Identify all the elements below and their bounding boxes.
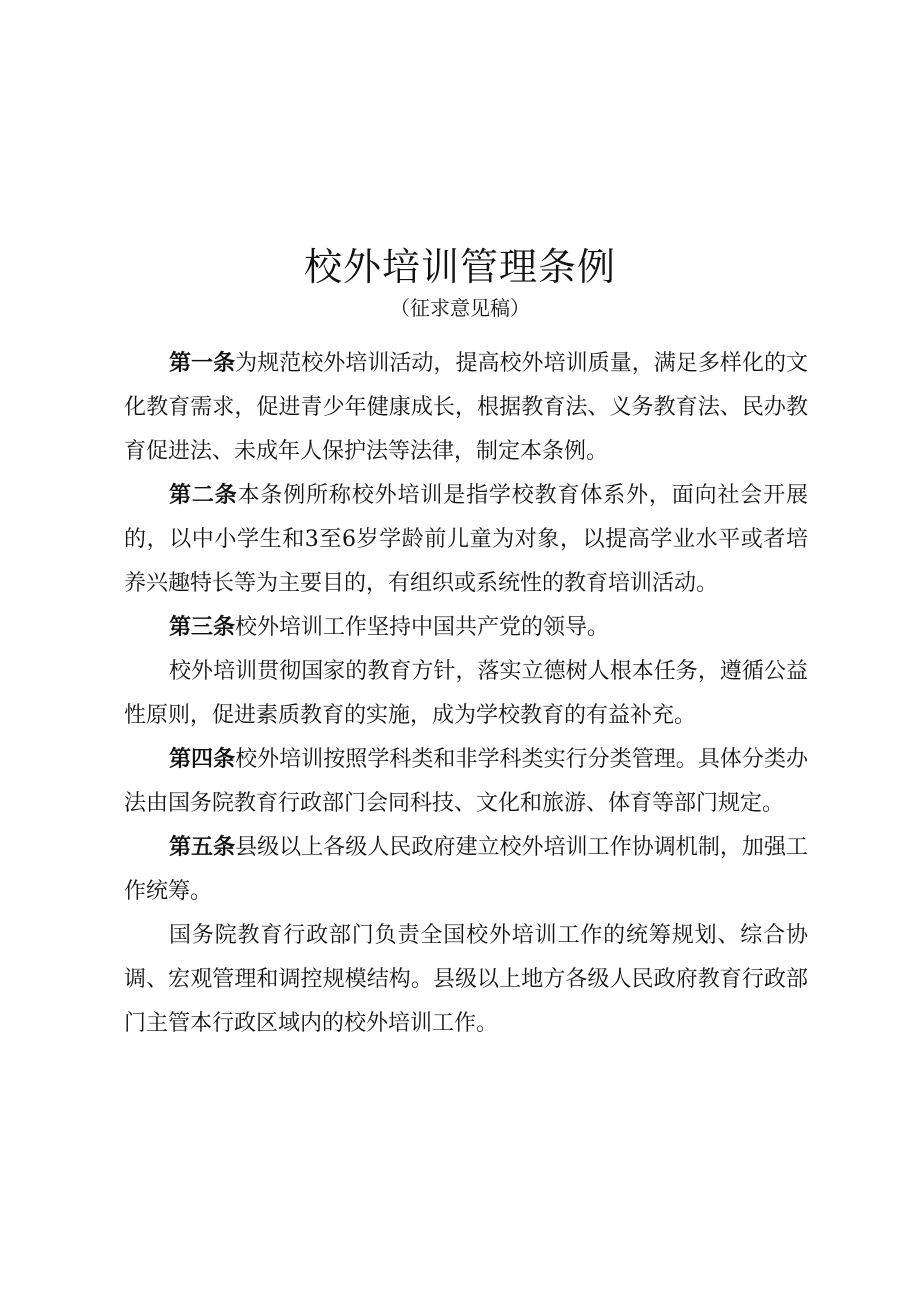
article-paragraph: [124, 826, 808, 914]
paragraph-text: 国务院教育行政部门负责全国校外培训工作的统筹规划、综合协调、宏观管理和调控规模结构。县级以上地方各级人民政府教育行政部门主管本行政区域内的校外培训工作。: [124, 923, 808, 1036]
document-body: [124, 342, 808, 1046]
article-paragraph: [124, 738, 808, 826]
article-text: 县级以上各级人民政府建立校外培训工作协调机制，加强工作统筹。: [124, 835, 808, 904]
article-label: 第三条: [169, 615, 236, 640]
continuation-paragraph: [124, 650, 808, 738]
article-paragraph: [124, 342, 808, 474]
document-subtitle: （征求意见稿）: [390, 296, 530, 320]
article-label: 第二条: [169, 483, 238, 508]
article-paragraph: [124, 606, 808, 650]
article-text: 为规范校外培训活动，提高校外培训质量，满足多样化的文化教育需求，促进青少年健康成长，根据教育法、义务教育法、民办教育促进法、未成年人保护法等法律，制定本条例。: [124, 351, 808, 464]
paragraph-text: 校外培训贯彻国家的教育方针，落实立德树人根本任务，遵循公益性原则，促进素质教育的实施，成为学校教育的有益补充。: [124, 659, 808, 728]
article-text: 校外培训工作坚持中国共产党的领导。: [235, 615, 610, 640]
article-label: 第四条: [169, 747, 236, 772]
article-text: 校外培训按照学科类和非学科类实行分类管理。具体分类办法由国务院教育行政部门会同科技、文化和旅游、体育等部门规定。: [124, 747, 808, 816]
article-text: 本条例所称校外培训是指学校教育体系外，面向社会开展的，以中小学生和3至6岁学龄前儿童为对象，以提高学业水平或者培养兴趣特长等为主要目的，有组织或系统性的教育培训活动。: [124, 483, 808, 596]
article-label: 第五条: [169, 835, 236, 860]
article-paragraph: [124, 474, 808, 606]
document-title: 校外培训管理条例: [303, 245, 616, 289]
continuation-paragraph: [124, 914, 808, 1046]
article-label: 第一条: [169, 351, 236, 376]
